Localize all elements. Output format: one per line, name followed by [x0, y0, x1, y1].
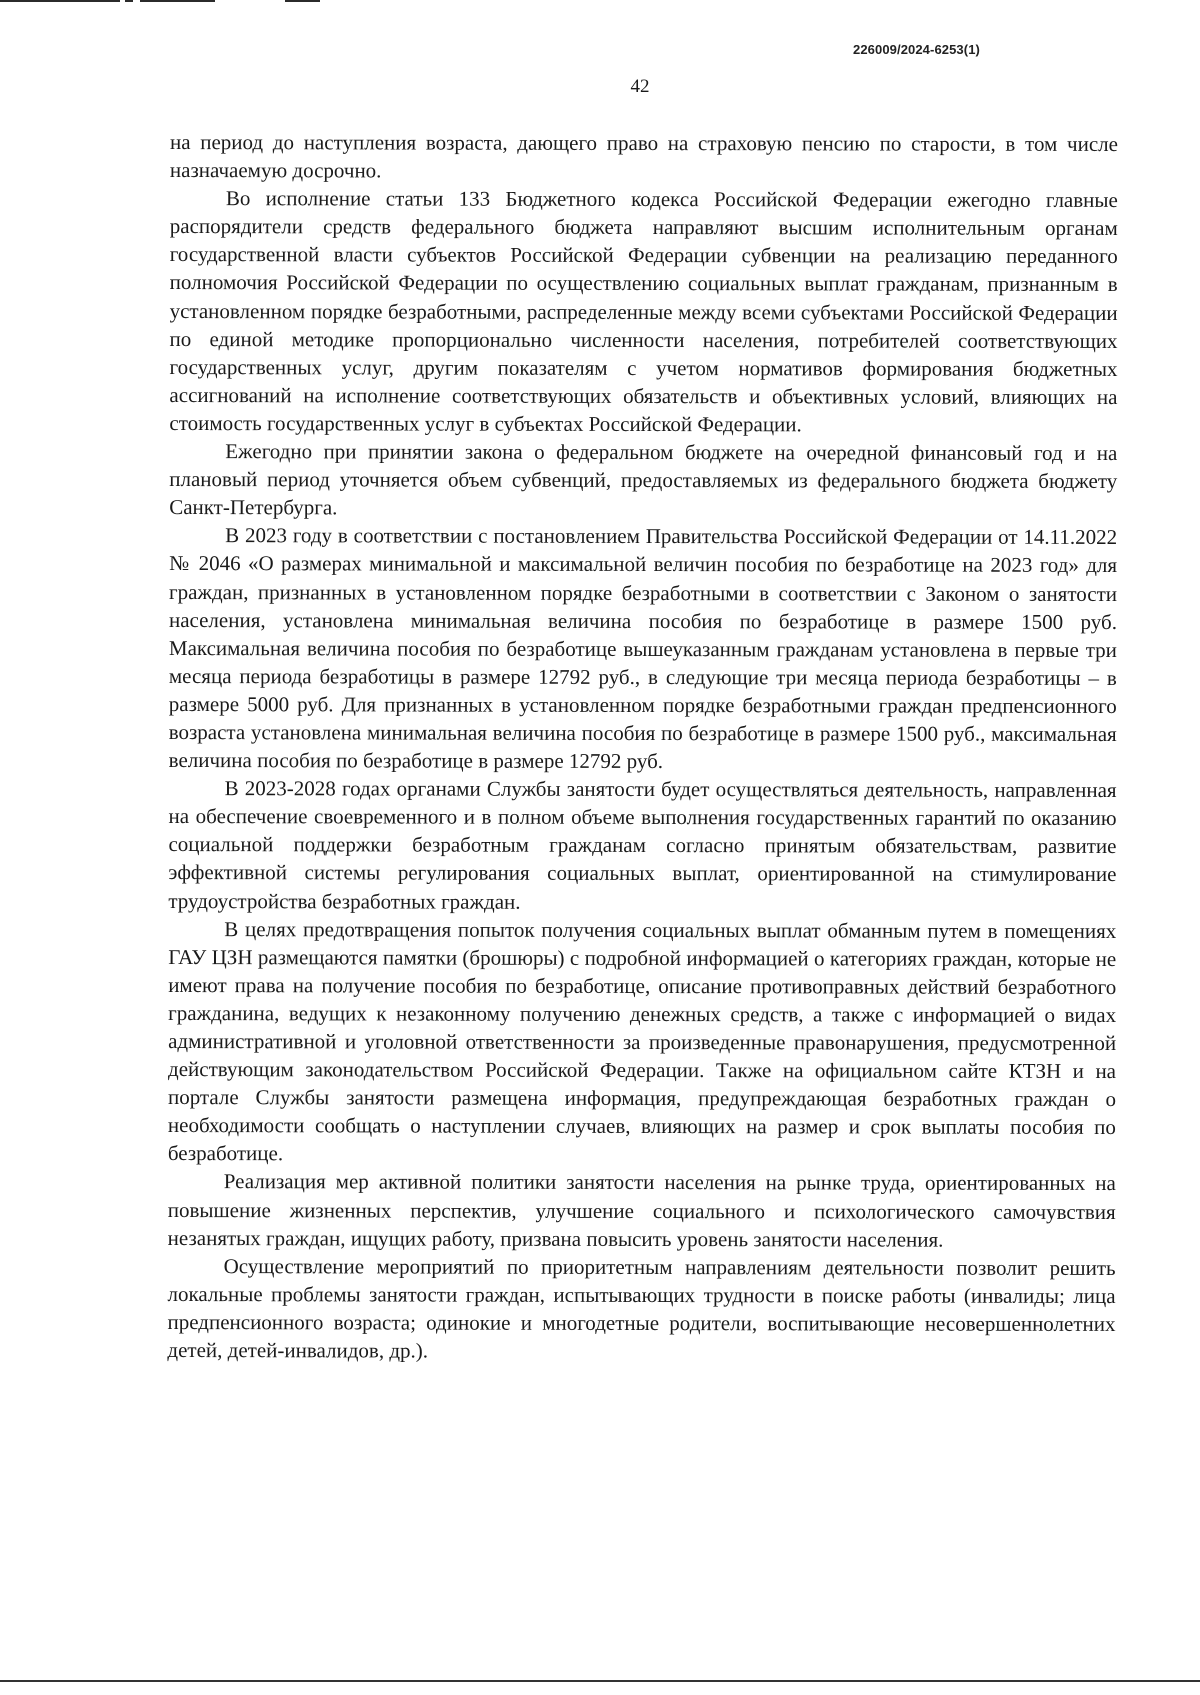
page-number: 42	[630, 76, 650, 97]
paragraph-benefit-amounts-2023: В 2023 году в соответствии с постановлением Правительства Российской Федерации от 14.11.2022 № 2046 «О размерах минимальной и максимальной величин пособия по безработице на 2023 год» для граждан, признанных в установленном порядке безработными в соответствии с Законом о занятости населения, установлена минимальная величина пособия по безработице в размере 1500 руб. Максимальная величина пособия по безработице вышеуказанным гражданам установлена в первые три месяца периода безработицы в размере 12792 руб., в следующие три месяца периода безработицы – в размере 5000 руб. Для признанных в установленном порядке безработными граждан предпенсионного возраста установлена минимальная величина пособия по безработице в размере 1500 руб., максимальная величина пособия по безработице в размере 12792 руб.	[168, 523, 1118, 774]
paragraph-budget-code: Во исполнение статьи 133 Бюджетного кодекса Российской Федерации ежегодно главные распорядители средств федерального бюджета направляют высшим исполнительным органам государственной власти субъектов Российской Федерации субвенции на реализацию переданного полномочия Российской Федерации по осуществлению социальных выплат гражданам, признанным в установленном порядке безработными, распределенные между всеми субъектами Российской Федерации по единой методике пропорционально численности населения, потребителей соответствующих государственных услуг, другим показателям с учетом нормативов формирования бюджетных ассигнований на исполнение соответствующих обязательств и объективных условий, влияющих на стоимость государственных услуг в субъектах Российской Федерации.	[169, 186, 1118, 437]
scan-edge-top	[0, 0, 1200, 6]
document-registration-number: 226009/2024-6253(1)	[853, 42, 980, 57]
paragraph-fraud-prevention: В целях предотвращения попыток получения социальных выплат обманным путем в помещениях ГАУ ЦЗН размещаются памятки (брошюры) с подробной информацией о категориях граждан, которые не имеют права на получение пособия по безработице, описание противоправных действий безработного гражданина, ведущих к незаконному получению денежных средств, а также с информацией о видах административной и уголовной ответственности за произведенные правонарушения, предусмотренной действующим законодательством Российской Федерации. Также на официальном сайте КТЗН и на портале Службы занятости размещена информация, предупреждающая безработных граждан о необходимости сообщать о наступлении случаев, влияющих на размер и срок выплаты пособия по безработице.	[167, 916, 1117, 1166]
paragraph-continuation: на период до наступления возраста, дающего право на страховую пенсию по старости, в том числе назначаемую досрочно.	[169, 130, 1118, 183]
paragraph-employment-service-2023-2028: В 2023-2028 годах органами Службы занятости будет осуществляться деятельность, направленная на обеспечение своевременного и в полном объеме выполнения государственных гарантий по оказанию социальной поддержки безработным гражданам согласно принятым обязательствам, развитие эффективной системы регулирования социальных выплат, ориентированной на стимулирование трудоустройства безработных граждан.	[168, 776, 1117, 914]
paragraph-active-policy: Реализация мер активной политики занятости населения на рынке труда, ориентированных на повышение жизненных перспектив, улучшение социального и психологического самочувствия незанятых граждан, ищущих работу, призвана повысить уровень занятости населения.	[167, 1169, 1116, 1252]
paragraph-priority-directions: Осуществление мероприятий по приоритетным направлениям деятельности позволит решить локальные проблемы занятости граждан, испытывающих трудности в поиске работы (инвалиды; лица предпенсионного возраста; одинокие и многодетные родители, воспитывающие несовершеннолетних детей, детей-инвалидов, др.).	[167, 1253, 1116, 1363]
paragraph-federal-budget-law: Ежегодно при принятии закона о федеральном бюджете на очередной финансовый год и на плановый период уточняется объем субвенций, предоставляемых из федерального бюджета бюджету Санкт-Петербурга.	[169, 439, 1118, 520]
document-body	[167, 128, 1118, 1366]
scan-edge-bottom	[0, 1680, 1200, 1688]
